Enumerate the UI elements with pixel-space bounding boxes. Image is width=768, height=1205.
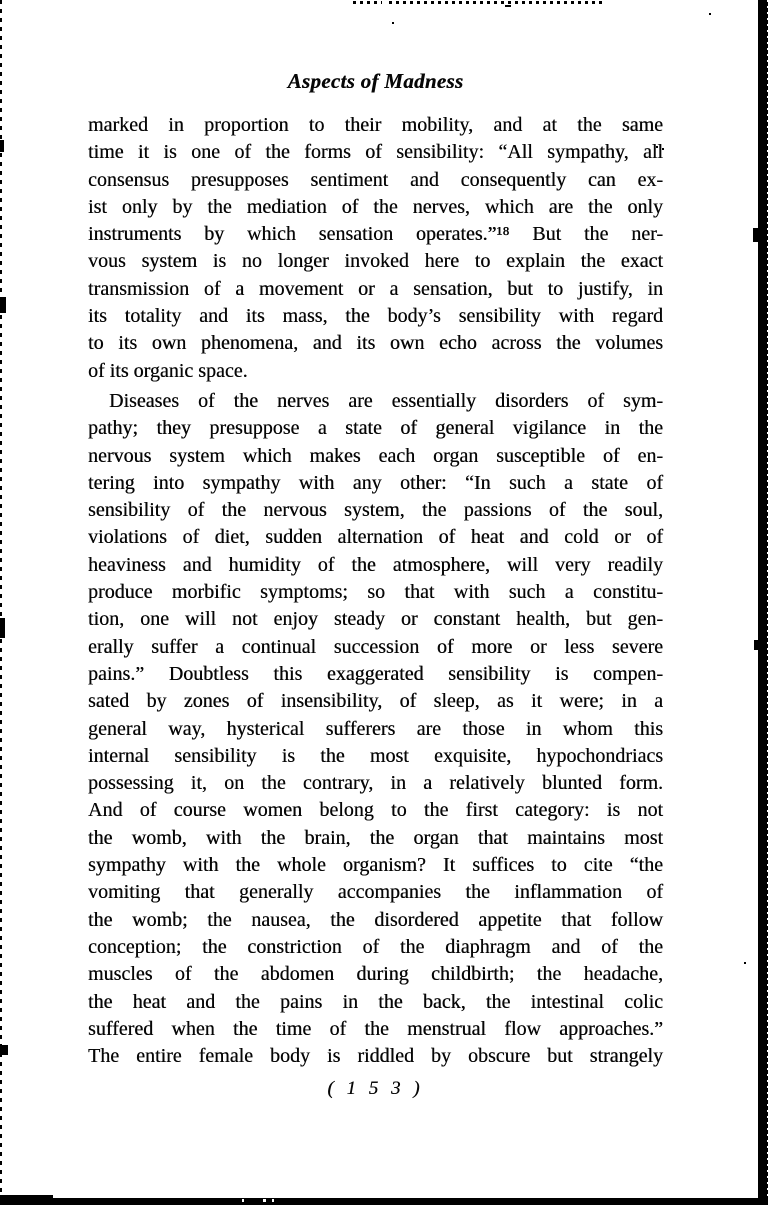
- text-line: sated by zones of insensibility, of sleep, as it were; in a: [88, 690, 663, 713]
- scan-artifact-right-bar-notch: [754, 640, 759, 650]
- text-line: nervous system which makes each organ susceptible of en-: [88, 444, 663, 467]
- text-line: The entire female body is riddled by obscure but strangely: [88, 1045, 663, 1068]
- scan-artifact-top-dotted-line-right: [389, 1, 605, 4]
- scan-artifact-left-tick: [0, 618, 5, 638]
- running-header: Aspects of Madness: [287, 69, 464, 93]
- text-line: possessing it, on the contrary, in a relatively blunted form.: [88, 772, 663, 795]
- text-line: vomiting that generally accompanies the inflammation of: [88, 881, 663, 904]
- text-line: And of course women belong to the first category: is not: [88, 799, 663, 822]
- text-line: pathy; they presuppose a state of general vigilance in the: [88, 417, 663, 440]
- page-number: ( 1 5 3 ): [327, 1078, 424, 1099]
- text-line: sympathy with the whole organism? It suffices to cite “the: [88, 854, 663, 877]
- text-line: violations of diet, sudden alternation of heat and cold or of: [88, 526, 663, 549]
- text-line: the womb; the nausea, the disordered appetite that follow: [88, 908, 663, 931]
- text-line: general way, hysterical sufferers are those in whom this: [88, 717, 663, 740]
- text-line: of its organic space.: [88, 359, 248, 382]
- scan-speck: [392, 22, 394, 24]
- scan-artifact-left-dashed-edge: [0, 0, 2, 1205]
- scan-artifact-top-dotted-line-left: [353, 1, 382, 4]
- body-text: [88, 112, 663, 1070]
- text-line: ist only by the mediation of the nerves, which are the only: [88, 195, 663, 218]
- scan-artifact-left-tick: [0, 1045, 8, 1055]
- text-line: tion, one will not enjoy steady or constant health, but gen-: [88, 608, 663, 631]
- scan-artifact-right-bar-notch: [753, 228, 759, 242]
- text-line: tering into sympathy with any other: “In such a state of: [88, 471, 663, 494]
- text-line: instruments by which sensation operates.”¹⁸ But the ner-: [88, 223, 663, 246]
- text-line: its totality and its mass, the body’s sensibility with regard: [88, 305, 663, 328]
- scan-speck: [709, 13, 711, 15]
- text-line: marked in proportion to their mobility, and at the same: [88, 114, 663, 136]
- text-line: time it is one of the forms of sensibility: “All sympathy, all: [88, 141, 663, 164]
- scan-speck: [505, 5, 511, 7]
- scan-speck: [744, 962, 746, 964]
- paragraph: [88, 112, 663, 385]
- scan-artifact-right-black-bar: [758, 0, 768, 1205]
- text-line: muscles of the abdomen during childbirth; the headache,: [88, 963, 663, 986]
- text-line: erally suffer a continual succession of more or less severe: [88, 635, 663, 658]
- scan-artifact-left-tick: [0, 297, 6, 313]
- scan-artifact-bottom-bar-white-notch: [242, 1199, 244, 1202]
- paragraph: [88, 388, 663, 1070]
- text-line: the womb, with the brain, the organ that maintains most: [88, 826, 663, 849]
- text-line: conception; the constriction of the diaphragm and of the: [88, 935, 663, 958]
- scan-artifact-bottom-black-bar: [0, 1198, 768, 1205]
- text-line: pains.” Doubtless this exaggerated sensibility is compen-: [88, 662, 663, 685]
- text-line: consensus presupposes sentiment and consequently can ex-: [88, 168, 663, 191]
- scan-artifact-bottom-bar-white-notch: [272, 1199, 274, 1202]
- text-line: vous system is no longer invoked here to explain the exact: [88, 250, 663, 273]
- text-line: the heat and the pains in the back, the intestinal colic: [88, 990, 663, 1013]
- scan-artifact-left-tick: [0, 140, 4, 152]
- text-line: internal sensibility is the most exquisite, hypochondriacs: [88, 744, 663, 767]
- text-line: Diseases of the nerves are essentially disorders of sym-: [109, 389, 663, 412]
- text-line: produce morbific symptoms; so that with such a constitu-: [88, 581, 663, 604]
- text-line: suffered when the time of the menstrual flow approaches.”: [88, 1017, 663, 1040]
- text-line: sensibility of the nervous system, the passions of the soul,: [88, 499, 663, 522]
- scan-artifact-bottom-bar-white-notch: [263, 1199, 266, 1202]
- text-line: heaviness and humidity of the atmosphere, will very readily: [88, 553, 663, 576]
- text-line: transmission of a movement or a sensation, but to justify, in: [88, 277, 663, 300]
- scan-artifact-bottom-bar-left-segment: [0, 1195, 53, 1205]
- text-line: to its own phenomena, and its own echo across the volumes: [88, 332, 663, 355]
